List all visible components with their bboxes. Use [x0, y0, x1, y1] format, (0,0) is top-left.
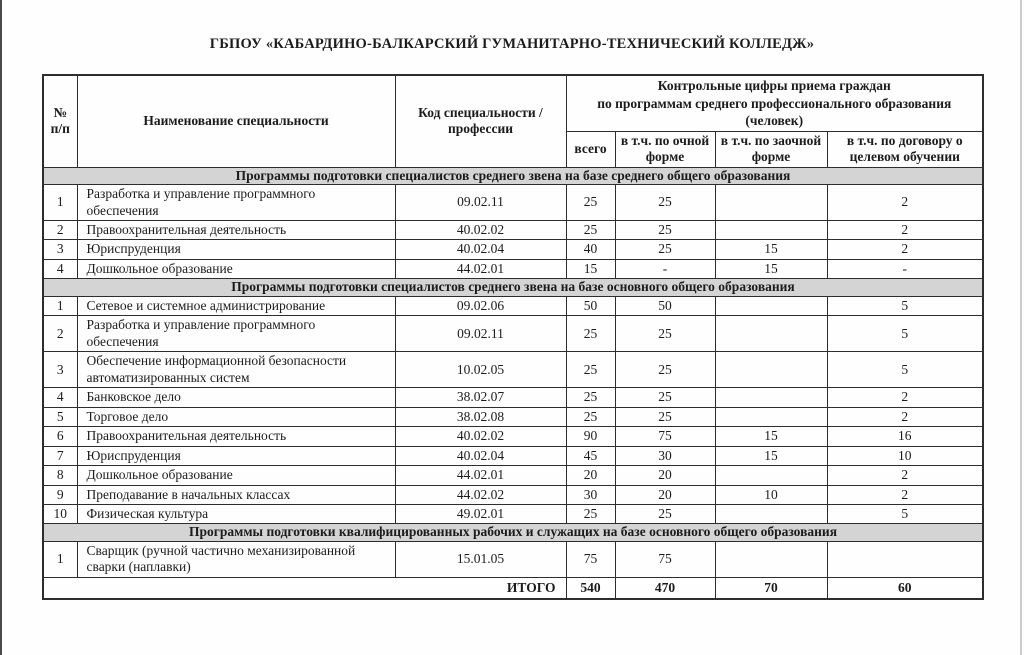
full-time-cell: 75	[615, 541, 715, 577]
table-row	[43, 296, 983, 315]
specialty-name-cell: Обеспечение информационной безопасности автоматизированных систем	[77, 352, 395, 388]
table-row	[43, 541, 983, 577]
part-time-cell	[715, 466, 827, 485]
total-cell: 40	[566, 240, 615, 259]
part-time-cell: 15	[715, 240, 827, 259]
table-row	[43, 485, 983, 504]
specialty-code-cell: 49.02.01	[395, 505, 566, 524]
target-contract-cell: 2	[827, 388, 983, 407]
specialty-name-cell: Разработка и управление программного обеспечения	[77, 185, 395, 221]
table-row	[43, 505, 983, 524]
column-group-header-admission-figures	[566, 75, 983, 131]
page-right-edge-line	[1020, 0, 1022, 655]
total-cell: 75	[566, 541, 615, 577]
specialty-name-cell: Юриспруденция	[77, 240, 395, 259]
totals-full-time-cell: 470	[615, 577, 715, 599]
target-contract-cell: 2	[827, 185, 983, 221]
total-cell: 15	[566, 259, 615, 278]
row-number-cell: 2	[43, 316, 77, 352]
target-contract-cell: 5	[827, 352, 983, 388]
specialty-code-cell: 09.02.11	[395, 316, 566, 352]
specialty-name-cell: Правоохранительная деятельность	[77, 220, 395, 239]
full-time-cell: 25	[615, 220, 715, 239]
section-header-row	[43, 167, 983, 184]
table-row	[43, 407, 983, 426]
column-header-total: всего	[566, 131, 615, 167]
full-time-cell: 20	[615, 466, 715, 485]
page-left-edge-line	[0, 0, 2, 655]
table-row	[43, 466, 983, 485]
total-cell: 25	[566, 388, 615, 407]
full-time-cell: 25	[615, 240, 715, 259]
part-time-cell	[715, 352, 827, 388]
specialty-name-cell: Торговое дело	[77, 407, 395, 426]
table-row	[43, 352, 983, 388]
specialty-code-cell: 44.02.01	[395, 259, 566, 278]
part-time-cell: 10	[715, 485, 827, 504]
specialty-name-cell: Дошкольное образование	[77, 466, 395, 485]
header-row-top	[43, 75, 983, 131]
totals-part-time-cell: 70	[715, 577, 827, 599]
table-footer	[43, 577, 983, 599]
table-header	[43, 75, 983, 167]
section-header-row	[43, 279, 983, 296]
target-contract-cell: -	[827, 259, 983, 278]
column-header-part-time: в т.ч. по заочной форме	[715, 131, 827, 167]
section-title: Программы подготовки специалистов среднего звена на базе основного общего образования	[43, 279, 983, 296]
column-header-row-number: № п/п	[43, 75, 77, 167]
table-row	[43, 427, 983, 446]
part-time-cell	[715, 541, 827, 577]
table-row	[43, 220, 983, 239]
specialty-code-cell: 09.02.11	[395, 185, 566, 221]
table-body	[43, 167, 983, 577]
full-time-cell: -	[615, 259, 715, 278]
part-time-cell	[715, 388, 827, 407]
specialty-name-cell: Физическая культура	[77, 505, 395, 524]
target-contract-cell: 16	[827, 427, 983, 446]
specialty-name-cell: Сварщик (ручной частично механизированной сварки (наплавки)	[77, 541, 395, 577]
full-time-cell: 75	[615, 427, 715, 446]
admission-quotas-table	[42, 74, 984, 600]
full-time-cell: 30	[615, 446, 715, 465]
total-cell: 50	[566, 296, 615, 315]
target-contract-cell: 5	[827, 505, 983, 524]
row-number-cell: 2	[43, 220, 77, 239]
column-header-specialty-code: Код специальности / профессии	[395, 75, 566, 167]
row-number-cell: 7	[43, 446, 77, 465]
column-header-target-contract: в т.ч. по договору о целевом обучении	[827, 131, 983, 167]
total-cell: 25	[566, 505, 615, 524]
specialty-name-cell: Сетевое и системное администрирование	[77, 296, 395, 315]
total-cell: 25	[566, 352, 615, 388]
page-title: ГБПОУ «КАБАРДИНО-БАЛКАРСКИЙ ГУМАНИТАРНО-ТЕХНИЧЕСКИЙ КОЛЛЕДЖ»	[209, 36, 815, 52]
specialty-code-cell: 15.01.05	[395, 541, 566, 577]
part-time-cell: 15	[715, 259, 827, 278]
specialty-code-cell: 40.02.04	[395, 446, 566, 465]
total-cell: 25	[566, 220, 615, 239]
part-time-cell: 15	[715, 427, 827, 446]
section-title: Программы подготовки специалистов среднего звена на базе среднего общего образования	[43, 167, 983, 184]
row-number-cell: 1	[43, 541, 77, 577]
column-header-full-time: в т.ч. по очной форме	[615, 131, 715, 167]
row-number-cell: 5	[43, 407, 77, 426]
totals-label: ИТОГО	[43, 577, 566, 599]
target-contract-cell: 2	[827, 466, 983, 485]
total-cell: 90	[566, 427, 615, 446]
specialty-code-cell: 09.02.06	[395, 296, 566, 315]
part-time-cell	[715, 220, 827, 239]
specialty-code-cell: 10.02.05	[395, 352, 566, 388]
row-number-cell: 3	[43, 240, 77, 259]
specialty-name-cell: Преподавание в начальных классах	[77, 485, 395, 504]
target-contract-cell: 10	[827, 446, 983, 465]
full-time-cell: 25	[615, 185, 715, 221]
specialty-name-cell: Юриспруденция	[77, 446, 395, 465]
part-time-cell	[715, 407, 827, 426]
totals-row	[43, 577, 983, 599]
totals-total-cell: 540	[566, 577, 615, 599]
row-number-cell: 8	[43, 466, 77, 485]
row-number-cell: 10	[43, 505, 77, 524]
part-time-cell	[715, 505, 827, 524]
column-header-specialty-name: Наименование специальности	[77, 75, 395, 167]
group-header-line: по программам среднего профессионального образования	[597, 95, 952, 111]
specialty-code-cell: 44.02.02	[395, 485, 566, 504]
target-contract-cell	[827, 541, 983, 577]
specialty-code-cell: 40.02.02	[395, 427, 566, 446]
total-cell: 20	[566, 466, 615, 485]
total-cell: 25	[566, 316, 615, 352]
target-contract-cell: 5	[827, 296, 983, 315]
table-row	[43, 446, 983, 465]
row-number-cell: 6	[43, 427, 77, 446]
target-contract-cell: 2	[827, 407, 983, 426]
total-cell: 45	[566, 446, 615, 465]
group-header-line: Контрольные цифры приема граждан	[657, 78, 891, 93]
specialty-name-cell: Дошкольное образование	[77, 259, 395, 278]
row-number-cell: 3	[43, 352, 77, 388]
table-row	[43, 240, 983, 259]
specialty-code-cell: 44.02.01	[395, 466, 566, 485]
part-time-cell: 15	[715, 446, 827, 465]
specialty-name-cell: Правоохранительная деятельность	[77, 427, 395, 446]
total-cell: 25	[566, 185, 615, 221]
target-contract-cell: 2	[827, 240, 983, 259]
row-number-cell: 9	[43, 485, 77, 504]
full-time-cell: 25	[615, 388, 715, 407]
total-cell: 25	[566, 407, 615, 426]
group-header-line: (человек)	[745, 113, 804, 129]
full-time-cell: 25	[615, 352, 715, 388]
part-time-cell	[715, 296, 827, 315]
table-row	[43, 388, 983, 407]
row-number-cell: 4	[43, 388, 77, 407]
full-time-cell: 25	[615, 316, 715, 352]
totals-target-cell: 60	[827, 577, 983, 599]
specialty-code-cell: 40.02.02	[395, 220, 566, 239]
full-time-cell: 25	[615, 407, 715, 426]
row-number-cell: 1	[43, 296, 77, 315]
row-number-cell: 4	[43, 259, 77, 278]
table-row	[43, 185, 983, 221]
part-time-cell	[715, 185, 827, 221]
full-time-cell: 20	[615, 485, 715, 504]
total-cell: 30	[566, 485, 615, 504]
row-number-cell: 1	[43, 185, 77, 221]
section-title: Программы подготовки квалифицированных рабочих и служащих на базе основного общего образования	[43, 524, 983, 541]
table-row	[43, 259, 983, 278]
part-time-cell	[715, 316, 827, 352]
table-row	[43, 316, 983, 352]
section-header-row	[43, 524, 983, 541]
specialty-code-cell: 40.02.04	[395, 240, 566, 259]
target-contract-cell: 5	[827, 316, 983, 352]
target-contract-cell: 2	[827, 485, 983, 504]
full-time-cell: 25	[615, 505, 715, 524]
specialty-code-cell: 38.02.07	[395, 388, 566, 407]
target-contract-cell: 2	[827, 220, 983, 239]
specialty-name-cell: Разработка и управление программного обеспечения	[77, 316, 395, 352]
specialty-name-cell: Банковское дело	[77, 388, 395, 407]
full-time-cell: 50	[615, 296, 715, 315]
specialty-code-cell: 38.02.08	[395, 407, 566, 426]
